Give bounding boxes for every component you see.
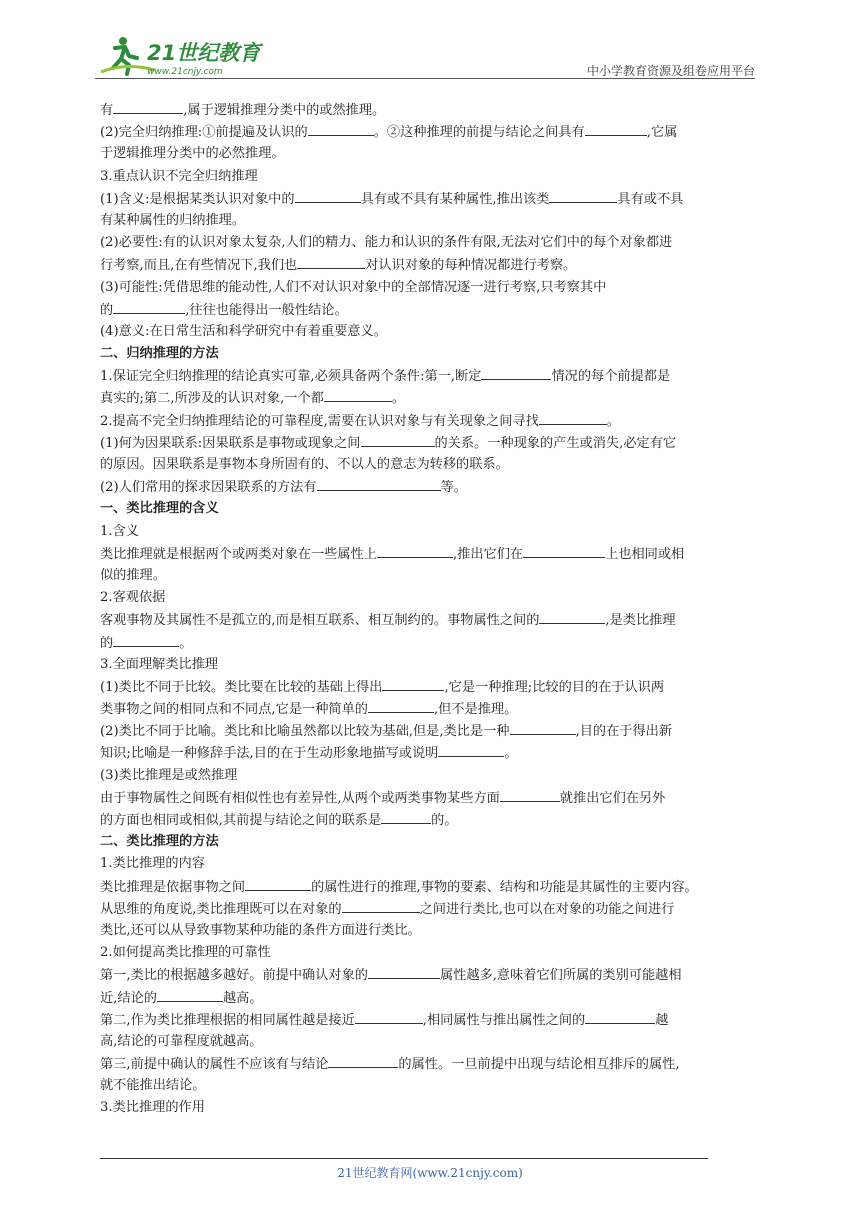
fill-in-blank[interactable] [510,720,576,735]
text-run: 就不能推出结论。 [100,1078,206,1094]
text-run: 3.全面理解类比推理 [100,656,219,672]
text-line [100,99,762,121]
text-line [100,587,762,609]
text-line [100,720,762,742]
text-run: 具有或不具 [617,191,684,207]
text-line [100,1009,762,1031]
text-run: 。②这种推理的前提与结论之间具有 [373,125,585,141]
text-run: 。 [179,635,193,651]
text-run: 具有或不具有某种属性,推出该类 [360,191,550,207]
text-line [100,565,762,587]
footer-divider [100,1158,708,1159]
text-run: 的属性。一旦前提中出现与结论相互排斥的属性, [398,1057,680,1073]
text-run: (3)类比推理是或然推理 [100,767,238,783]
text-line [100,942,762,964]
logo-title: 21世纪教育 [147,41,261,65]
text-run: 2.客观依据 [100,590,166,606]
text-line [100,964,762,986]
text-run: 类比推理是依据事物之间 [100,879,246,895]
text-line [100,254,762,276]
text-run: 一、类比推理的含义 [100,501,219,517]
text-run: 2.如何提高类比推理的可靠性 [100,945,271,961]
logo [95,32,265,78]
page-header [95,32,755,80]
fill-in-blank[interactable] [377,543,453,558]
text-line [100,609,762,631]
text-line [100,543,762,565]
fill-in-blank[interactable] [539,410,607,425]
text-line [100,166,762,188]
text-run: (3)可能性:凭借思维的能动性,人们不对认识对象中的全部情况逐一进行考察,只考察其中 [100,279,607,295]
text-run: 的 [100,302,114,318]
text-run: (1)含义:是根据某类认识对象中的 [100,191,295,207]
text-run: 有某种属性的归纳推理。 [100,212,246,228]
text-run: 类比,还可以从导致事物某种功能的条件方面进行类比。 [100,922,421,938]
text-line [100,299,762,321]
text-line [100,143,762,165]
text-run: 就推出它们在另外 [559,790,666,806]
fill-in-blank[interactable] [382,676,444,691]
fill-in-blank[interactable] [113,632,179,647]
text-line [100,476,762,498]
footer-text[interactable]: 21世纪教育网(www.21cnjy.com) [337,1166,523,1180]
text-line [100,676,762,698]
text-run: 有 [100,103,114,118]
text-run: ,它属 [646,125,678,141]
text-line [100,898,762,920]
text-line [100,210,762,232]
text-run: (2)必要性:有的认识对象太复杂,人们的精力、能力和认识的条件有限,无法对它们中的每个对象都进 [100,235,673,251]
fill-in-blank[interactable] [539,609,605,624]
fill-in-blank[interactable] [368,698,434,713]
text-line [100,521,762,543]
text-line [100,787,762,809]
text-run: 从思维的角度说,类比推理既可以在对象的 [100,901,342,917]
text-run: 越 [655,1012,669,1028]
text-run: (2)完全归纳推理:①前提遍及认识的 [100,125,308,141]
text-run: 似的推理。 [100,567,166,583]
fill-in-blank[interactable] [361,432,435,447]
fill-in-blank[interactable] [549,188,617,203]
text-line [100,809,762,831]
fill-in-blank[interactable] [523,543,605,558]
text-run: 上也相同或相 [605,546,685,562]
text-line [100,1031,762,1053]
text-run: ,但不是推理。 [433,702,518,718]
text-run: 等。 [440,480,467,496]
text-run: 的原因。因果联系是事物本身所固有的、不以人的意志为转移的联系。 [100,457,509,472]
text-run: 第一,类比的根据越多越好。前提中确认对象的 [100,968,368,984]
text-run: 3.类比推理的作用 [100,1100,205,1116]
text-run: 的 [100,635,114,651]
text-line [100,277,762,299]
text-run: 类事物之间的相同点和不同点,它是一种简单的 [100,702,368,718]
document-body [100,99,762,1120]
logo-url: www.21cnjy.com [147,67,223,77]
text-run: 。 [606,413,620,429]
text-run: (4)意义:在日常生活和科学研究中有着重要意义。 [100,323,387,339]
text-run: 由于事物属性之间既有相似性也有差异性,从两个或两类事物某些方面 [100,790,500,806]
text-run: 对认识对象的每种情况都进行考察。 [365,258,577,274]
fill-in-blank[interactable] [585,1009,655,1024]
section-heading [100,498,762,520]
text-run: 客观事物及其属性不是孤立的,而是相互联系、相互制约的。事物属性之间的 [100,613,540,629]
text-run: 之间进行类比,也可以在对象的功能之间进行 [419,901,675,917]
text-run: 的方面也相同或相似,其前提与结论之间的联系是 [100,813,382,828]
fill-in-blank[interactable] [481,365,551,380]
text-run: (2)类比不同于比喻。类比和比喻虽然都以比较为基础,但是,类比是一种 [100,724,510,740]
text-run: ,目的在于得出新 [575,724,673,740]
text-line [100,742,762,764]
fill-in-blank[interactable] [317,476,441,491]
text-run: 1.含义 [100,523,139,539]
text-line [100,1075,762,1097]
fill-in-blank[interactable] [500,787,560,802]
text-line [100,1053,762,1075]
text-line [100,698,762,720]
fill-in-blank[interactable] [113,299,185,314]
text-line [100,232,762,254]
fill-in-blank[interactable] [355,1009,423,1024]
text-run: (1)类比不同于比较。类比要在比较的基础上得出 [100,679,383,695]
text-run: 高,结论的可靠程度就越高。 [100,1033,263,1049]
text-run: 二、类比推理的方法 [100,834,219,850]
fill-in-blank[interactable] [585,121,647,136]
text-line [100,365,762,387]
fill-in-blank[interactable] [297,254,365,269]
text-run: ,相同属性与推出属性之间的 [422,1012,586,1028]
fill-in-blank[interactable] [328,1053,398,1068]
section-heading [100,831,762,853]
text-run: 越高。 [222,990,263,1006]
text-run: ,它是一种推理;比较的目的在于认识两 [444,679,665,695]
text-run: 近,结论的 [100,990,157,1006]
text-line [100,987,762,1009]
text-line [100,321,762,343]
text-line [100,121,762,143]
text-line [100,920,762,942]
fill-in-blank[interactable] [295,188,361,203]
text-run: 真实的;第二,所涉及的认识对象,一个都 [100,391,324,407]
text-run: 行考察,而且,在有些情况下,我们也 [100,258,298,274]
fill-in-blank[interactable] [368,964,440,979]
text-run: ,推出它们在 [452,546,524,562]
platform-name: 中小学教育资源及组卷应用平台 [586,64,755,78]
section-heading [100,343,762,365]
text-line [100,454,762,476]
fill-in-blank[interactable] [245,876,311,891]
text-run: 情况的每个前提都是 [551,369,671,385]
text-run: 。 [504,746,518,762]
text-run: 第二,作为类比推理根据的相同属性越是接近 [100,1012,355,1028]
text-line [100,654,762,676]
text-line [100,188,762,210]
text-run: 1.保证完全归纳推理的结论真实可靠,必须具备两个条件:第一,断定 [100,369,482,385]
text-line [100,876,762,898]
text-line [100,853,762,875]
text-run: 第三,前提中确认的属性不应该有与结论 [100,1057,329,1073]
text-line [100,410,762,432]
text-run: 的关系。一种现象的产生或消失,必定有它 [434,435,677,451]
header-divider [95,78,755,79]
text-run: (1)何为因果联系:因果联系是事物或现象之间 [100,435,361,451]
text-run: 的属性进行的推理,事物的要素、结构和功能是其属性的主要内容。 [311,879,698,895]
text-run: 2.提高不完全归纳推理结论的可靠程度,需要在认识对象与有关现象之间寻找 [100,413,539,429]
fill-in-blank[interactable] [308,121,374,136]
fill-in-blank[interactable] [438,742,504,757]
text-run: 1.类比推理的内容 [100,856,205,872]
text-line [100,387,762,409]
text-line [100,632,762,654]
text-run: 知识;比喻是一种修辞手法,目的在于生动形象地描写或说明 [100,746,439,762]
text-run: 3.重点认识不完全归纳推理 [100,168,258,184]
fill-in-blank[interactable] [157,987,223,1002]
text-run: 类比推理就是根据两个或两类对象在一些属性上 [100,546,377,562]
text-run: ,是类比推理 [605,613,676,629]
fill-in-blank[interactable] [342,898,420,913]
fill-in-blank[interactable] [381,809,431,824]
fill-in-blank[interactable] [324,387,392,402]
text-run: (2)人们常用的探求因果联系的方法有 [100,480,317,496]
text-run: ,往往也能得出一般性结论。 [185,302,348,318]
text-run: ,属于逻辑推理分类中的或然推理。 [183,103,386,118]
text-run: 二、归纳推理的方法 [100,346,219,362]
text-run: 。 [391,391,406,407]
text-line [100,1097,762,1119]
text-line [100,765,762,787]
text-run: 的。 [431,813,458,828]
text-run: 于逻辑推理分类中的必然推理。 [100,146,285,162]
text-line [100,432,762,454]
text-run: 属性越多,意味着它们所属的类别可能越相 [439,968,682,984]
fill-in-blank[interactable] [113,99,183,114]
